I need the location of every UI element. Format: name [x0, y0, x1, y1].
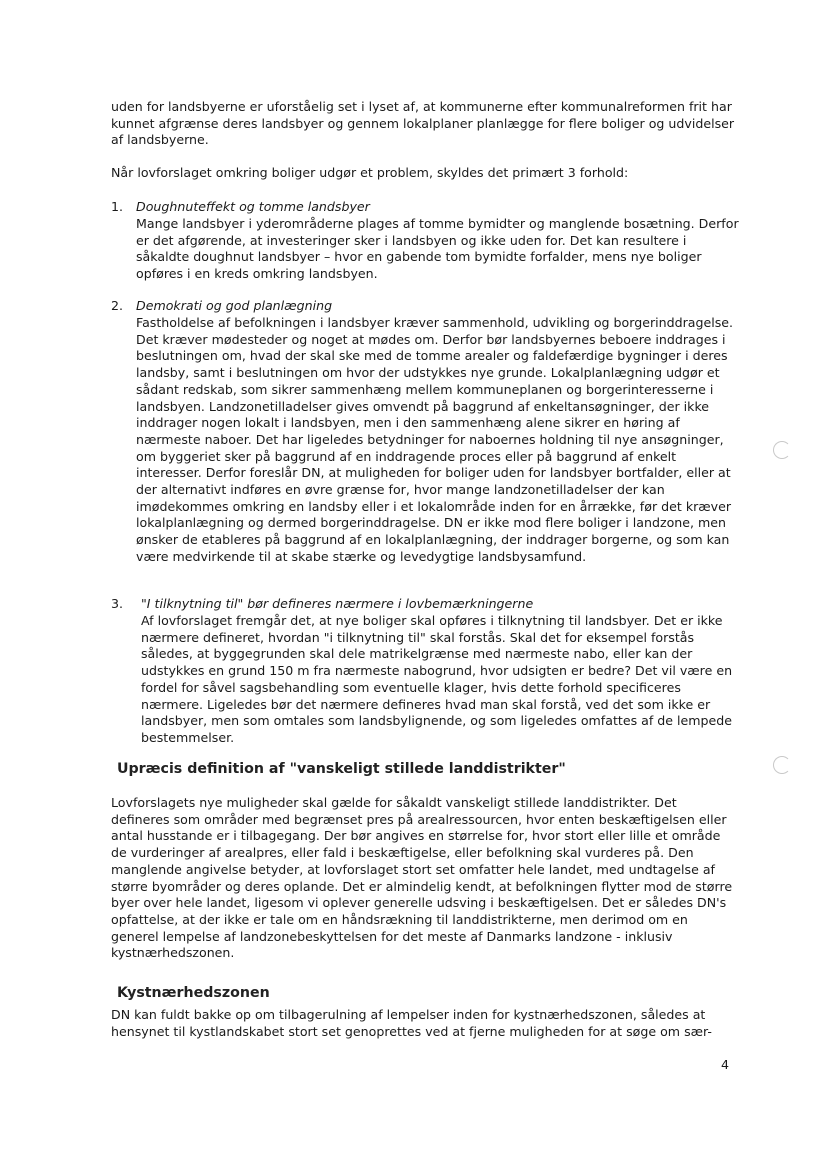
- list-item-title: "I tilknytning til" bør defineres nærmere i lovbemærkningerne: [141, 596, 534, 611]
- list-item-body: Fastholdelse af befolkningen i landsbyer kræver sammenhold, udvikling og borgerinddragelse. Det kræver mødesteder og noget at mødes om. Derfor bør landsbyernes beboere inddrages i beslutningen om, hvad der skal ske med de tomme arealer og faldefærdige bygninger i deres landsby, samt i beslutningen om hvor der udstykkes nye grunde. Lokalplanlægning udgør et sådant redskab, som sikrer sammenhæng mellem kommuneplanen og borgerinteresserne i landsbyen. Landzonetilladelser gives omvendt på baggrund af enkeltansøgninger, der ikke inddrager nogen lokalt i landsbyen, men i den sammenhæng alene sikrer en høring af nærmeste naboer. Det har ligeledes betydninger for naboernes holdning til nye ansøgninger, om byggeriet sker på baggrund af en inddragende proces eller på baggrund af enkelt interesser. Derfor foreslår DN, at muligheden for boliger uden for landsbyer bortfalder, eller at der alternativt indføres en øvre grænse for, hvor mange landzonetilladelser der kan imødekommes omkring en landsby eller i et lokalområde inden for en årrække, før det kræver lokalplanlægning og dermed borgerinddragelse. DN er ikke mod flere boliger i landzone, men ønsker de etableres på baggrund af en lokalplanlægning, der inddrager borgerne, og som kan være medvirkende til at skabe stærke og levedygtige landsbysamfund.: [136, 315, 734, 564]
- list-item-number: 1.: [111, 199, 124, 214]
- section-heading: Kystnærhedszonen: [117, 985, 270, 1001]
- list-item-body: Mange landsbyer i yderområderne plages af tomme bymidter og manglende bosætning. Derfor er det afgørende, at investeringer sker i landsbyen og ikke uden for. Det kan resultere i såkaldte doughnut landsbyer – hvor en gabende tom bymidte forfalder, mens nye boliger opføres i en kreds omkring landsbyen.: [136, 216, 739, 282]
- section-heading: Upræcis definition af "vanskeligt stillede landdistrikter": [117, 761, 566, 777]
- lead-in-paragraph: Når lovforslaget omkring boliger udgør et problem, skyldes det primært 3 forhold:: [111, 165, 629, 180]
- section-paragraph: Lovforslagets nye muligheder skal gælde for såkaldt vanskeligt stillede landdistrikter. Det defineres som områder med begrænset pres på arealressourcen, hvor enten beskæftigelsen eller antal husstande er i tilbagegang. Der bør angives en størrelse for, hvor stort eller lille et område de vurderinger af arealpres, eller fald i beskæftigelse, eller befolkning skal vurderes på. Den manglende angivelse betyder, at lovforslaget stort set omfatter hele landet, med undtagelse af større byområder og deres oplande. Det er almindelig kendt, at befolkningen flytter mod de større byer over hele landet, ligesom vi oplever generelle udsving i beskæftigelsen. Det er således DN's opfattelse, at der ikke er tale om en håndsrækning til landdistrikterne, men derimod om en generel lempelse af landzonebeskyttelsen for det meste af Danmarks landzone - inklusiv kystnærhedszonen.: [111, 795, 733, 961]
- punch-hole-mark: [773, 756, 791, 774]
- section-paragraph: DN kan fuldt bakke op om tilbagerulning af lempelser inden for kystnærhedszonen, således at hensynet til kystlandskabet stort set genoprettes ved at fjerne muligheden for at søge om sær-: [111, 1007, 712, 1039]
- intro-paragraph: uden for landsbyerne er uforståelig set i lyset af, at kommunerne efter kommunalreformen frit har kunnet afgrænse deres landsbyer og gennem lokalplaner planlægge for flere boliger og udvidelser af landsbyerne.: [111, 99, 735, 148]
- list-item-number: 2.: [111, 298, 124, 313]
- list-item-number: 3.: [111, 596, 124, 611]
- list-item-title: Doughnuteffekt og tomme landsbyer: [136, 199, 370, 214]
- list-item-body: Af lovforslaget fremgår det, at nye boliger skal opføres i tilknytning til landsbyer. Det er ikke nærmere defineret, hvordan "i tilknytning til" skal forstås. Skal det for eksempel forstås således, at byggegrunden skal dele matrikelgrænse med nærmeste nabo, eller kan der udstykkes en grund 150 m fra nærmeste nabogrund, hvor udsigten er bedre? Det vil være en fordel for såvel sagsbehandling som eventuelle klager, hvis dette forhold specificeres nærmere. Ligeledes bør det nærmere defineres hvad man skal forstå, ved det som ikke er landsbyer, men som omtales som landsbylignende, og som ligeledes omfattes af de lempede bestemmelser.: [141, 613, 733, 745]
- page-number: 4: [721, 1057, 730, 1072]
- punch-hole-mark: [773, 441, 791, 459]
- list-item-title: Demokrati og god planlægning: [136, 298, 333, 313]
